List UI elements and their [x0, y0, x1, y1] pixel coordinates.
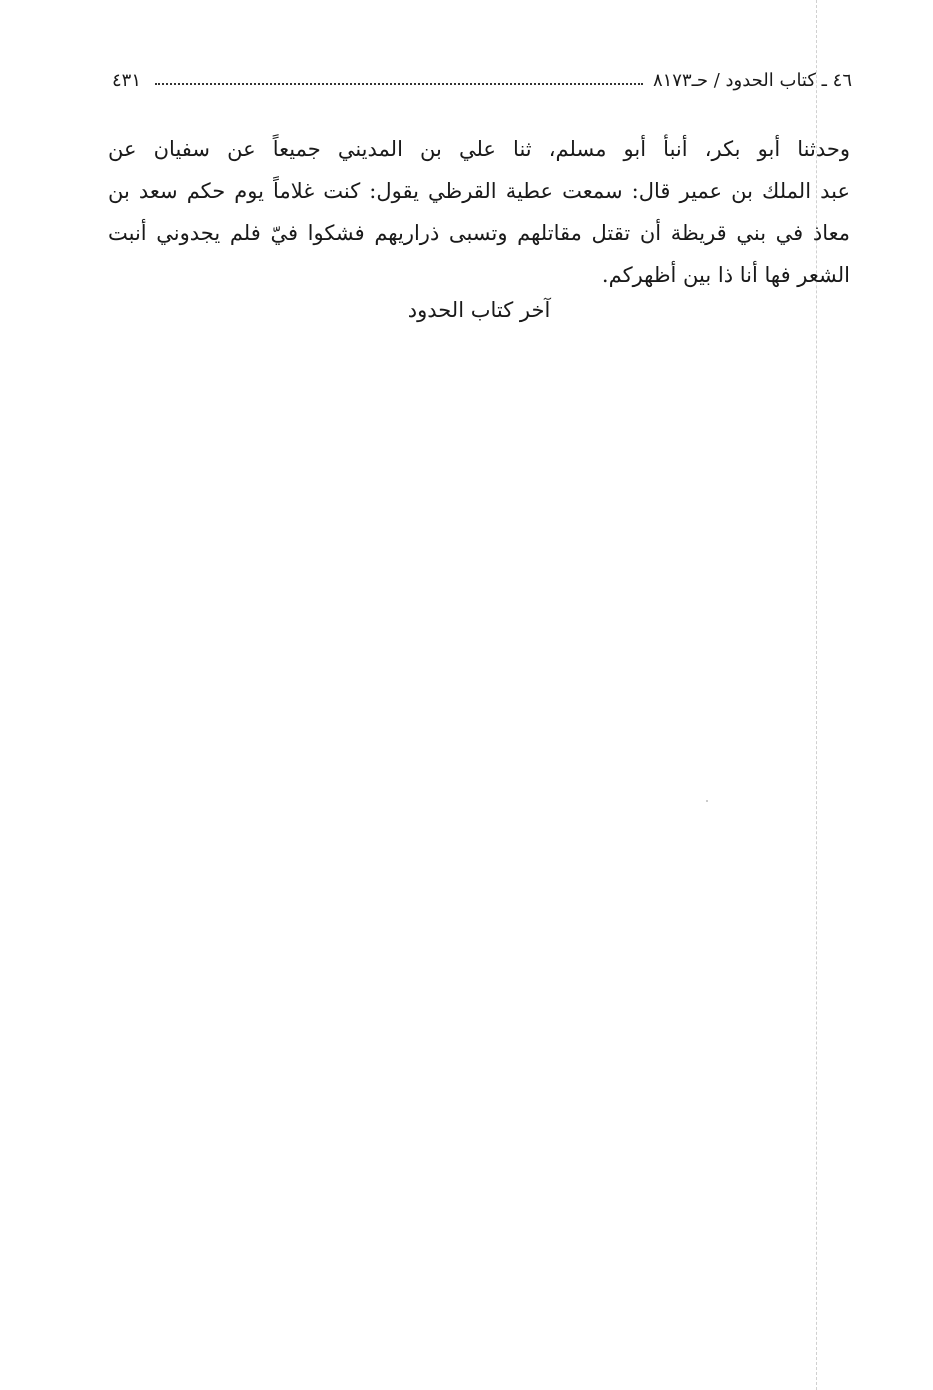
hadith-text: [108, 128, 850, 296]
scan-speck: [706, 800, 708, 802]
text-line-1: وحدثنا أبو بكر، أنبأ أبو مسلم، ثنا علي بن المديني جميعاً عن سفيان عن: [108, 137, 850, 161]
text-line-3: معاذ في بني قريظة أن تقتل مقاتلهم وتسبى ذراريهم فشكوا فيّ فلم يجدوني أنبت: [108, 221, 850, 245]
header-leader-dots: [155, 83, 643, 85]
running-title: ٤٦ ـ كتاب الحدود / حـ٨١٧٣: [652, 69, 852, 91]
text-line-4: الشعر فها أنا ذا بين أظهركم.: [601, 263, 850, 287]
page-header: [112, 66, 852, 94]
section-end-title: آخر كتاب الحدود: [407, 298, 551, 322]
text-line-2: عبد الملك بن عمير قال: سمعت عطية القرظي يقول: كنت غلاماً يوم حكم سعد بن: [108, 179, 850, 203]
page-number: ٤٣١: [112, 69, 142, 91]
